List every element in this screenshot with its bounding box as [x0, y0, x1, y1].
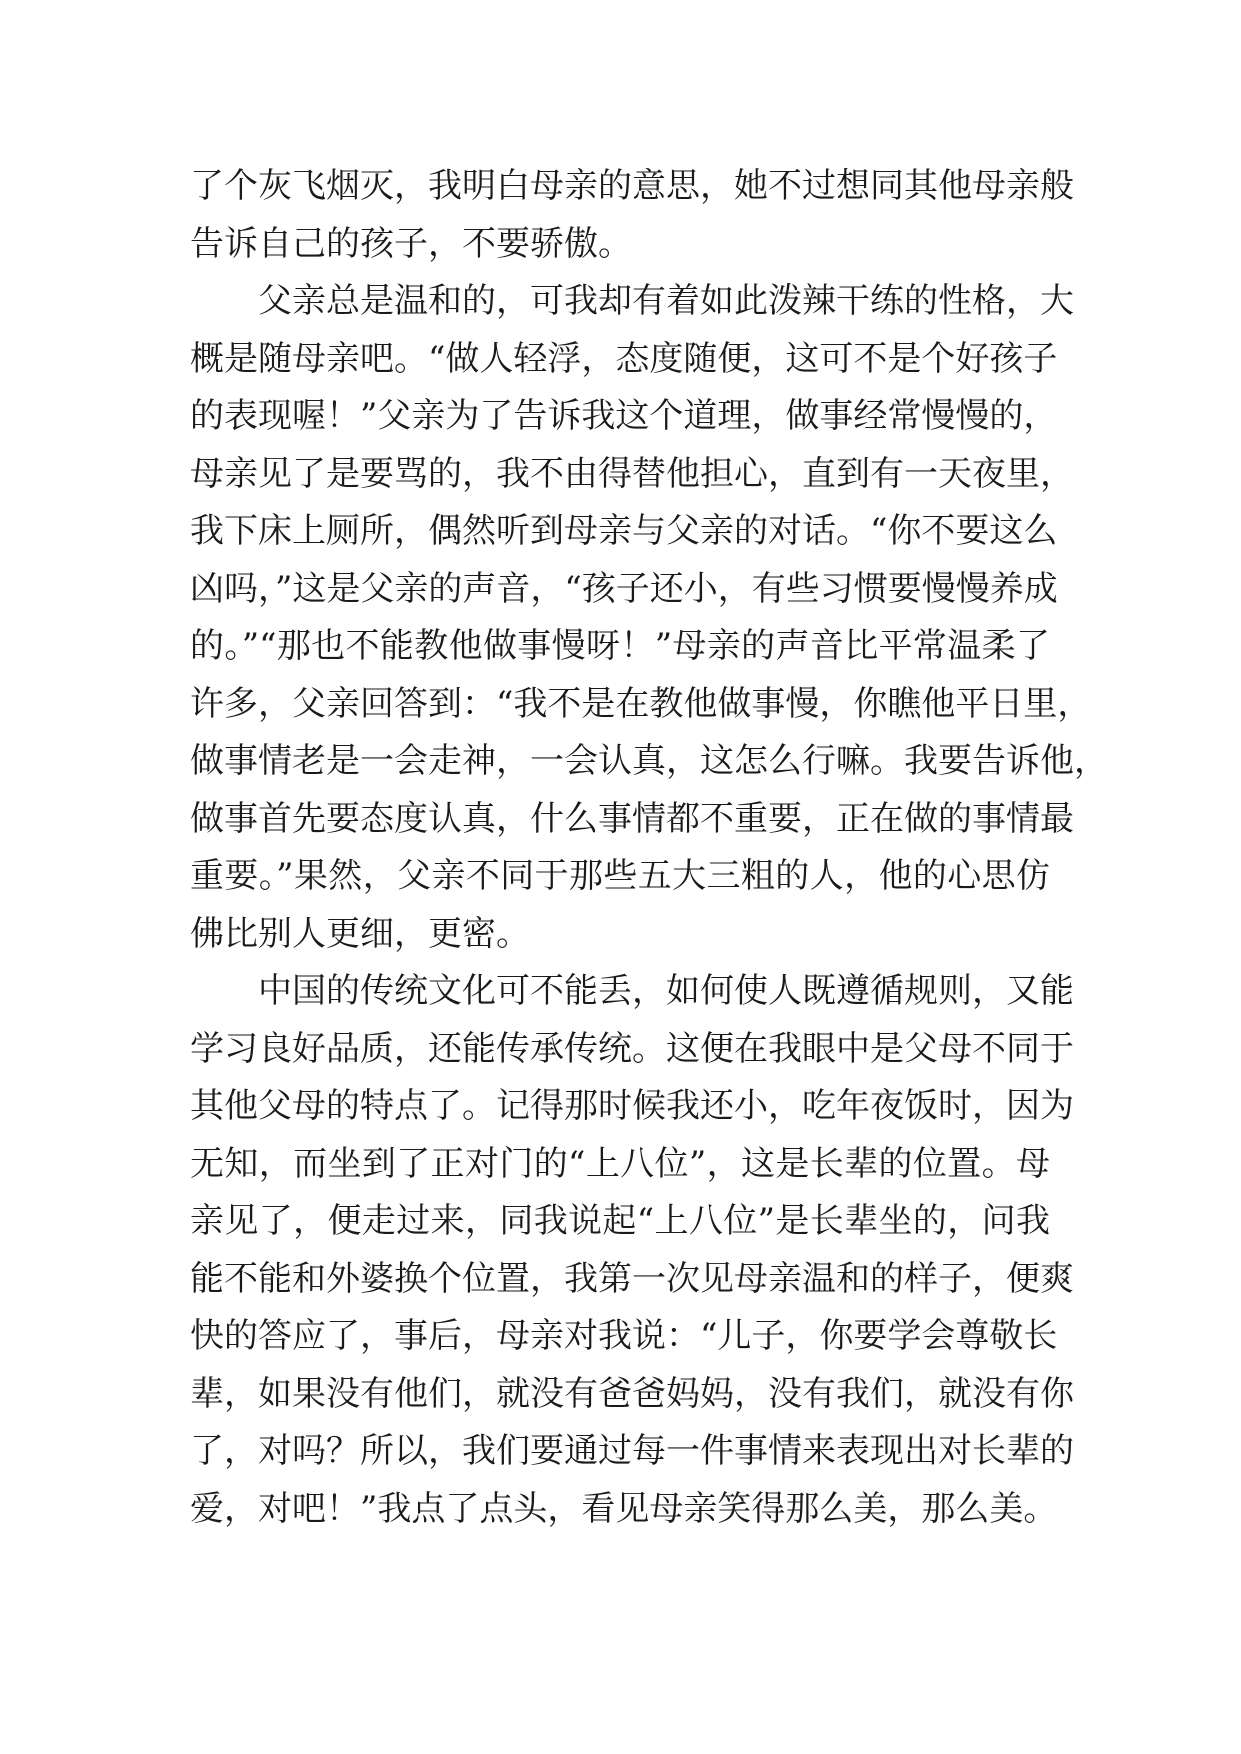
- paragraph: [190, 963, 1074, 1538]
- text-line: 的表现喔！”父亲为了告诉我这个道理，做事经常慢慢的，: [190, 396, 1058, 436]
- text-line: 了，对吗？所以，我们要通过每一件事情来表现出对长辈的: [190, 1431, 1074, 1471]
- text-line: 无知，而坐到了正对门的“上八位”，这是长辈的位置。母: [190, 1143, 1050, 1184]
- text-line: 了个灰飞烟灭，我明白母亲的意思，她不过想同其他母亲般: [190, 166, 1074, 206]
- text-line: 能不能和外婆换个位置，我第一次见母亲温和的样子，便爽: [190, 1258, 1074, 1299]
- text-line: 快的答应了，事后，母亲对我说：“儿子，你要学会尊敬长: [190, 1316, 1058, 1356]
- text-line: 学习良好品质，还能传承传统。这便在我眼中是父母不同于: [190, 1028, 1074, 1069]
- text-line: 重要。”果然，父亲不同于那些五大三粗的人，他的心思仿: [190, 856, 1050, 896]
- text-line: 我下床上厕所，偶然听到母亲与父亲的对话。“你不要这么: [190, 511, 1058, 551]
- text-line: 佛比别人更细，更密。: [190, 913, 530, 954]
- text-line: 许多，父亲回答到：“我不是在教他做事慢，你瞧他平日里，: [190, 683, 1092, 724]
- text-line: 亲见了，便走过来，同我说起“上八位”是长辈坐的，问我: [190, 1201, 1050, 1241]
- text-line: 父亲总是温和的，可我却有着如此泼辣干练的性格，大: [258, 281, 1074, 321]
- text-line: 概是随母亲吧。“做人轻浮，态度随便，这可不是个好孩子: [190, 338, 1058, 379]
- text-line: 做事情老是一会走神，一会认真，这怎么行嘛。我要告诉他，: [190, 741, 1108, 781]
- text-line: 母亲见了是要骂的，我不由得替他担心，直到有一天夜里，: [190, 453, 1074, 494]
- text-line: 凶吗，”这是父亲的声音，“孩子还小，有些习惯要慢慢养成: [190, 568, 1058, 609]
- body-text: [190, 158, 1108, 1538]
- text-line: 爱，对吧！”我点了点头，看见母亲笑得那么美，那么美。: [190, 1488, 1058, 1529]
- paragraph: [190, 158, 1074, 273]
- text-line: 告诉自己的孩子，不要骄傲。: [190, 223, 632, 264]
- text-line: 中国的传统文化可不能丢，如何使人既遵循规则，又能: [258, 971, 1074, 1011]
- text-line: 的。”“那也不能教他做事慢呀！”母亲的声音比平常温柔了: [190, 626, 1050, 666]
- text-line: 辈，如果没有他们，就没有爸爸妈妈，没有我们，就没有你: [190, 1373, 1074, 1414]
- text-line: 做事首先要态度认真，什么事情都不重要，正在做的事情最: [190, 798, 1074, 839]
- text-line: 其他父母的特点了。记得那时候我还小，吃年夜饭时，因为: [190, 1086, 1074, 1126]
- paragraph: [190, 273, 1108, 963]
